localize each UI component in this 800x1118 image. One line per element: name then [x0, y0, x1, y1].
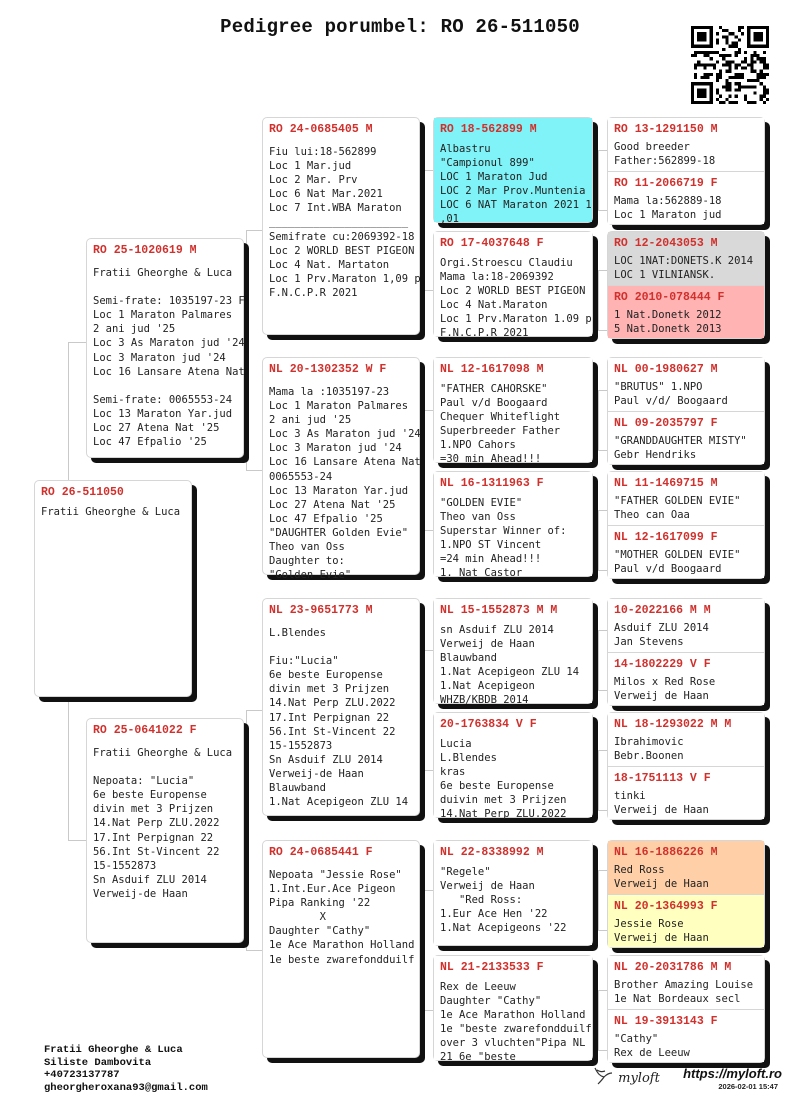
ring-number: 10-2022166 M M [614, 604, 711, 617]
pigeon-notes: Fratii Gheorghe & Luca [41, 506, 181, 518]
ring-number: NL 20-2031786 M M [614, 961, 732, 974]
pigeon-entry[interactable] [608, 1009, 764, 1062]
pigeon-entry[interactable] [608, 525, 764, 578]
pigeon-notes: "FATHER CAHORSKE" Paul v/d Boogaard Chequer Whiteflight Superbreeder Father 1.NPO Cahors =30 min Ahead!!! [440, 383, 561, 466]
pigeon-notes: Rex de Leeuw Daughter "Cathy" 1e Ace Marathon Holland 1e "beste zwarefondduilf over 3 vluchten"Pipa NL 21 6e "beste [440, 981, 592, 1064]
ring-number: NL 22-8338992 M [440, 846, 544, 859]
great-great-grandparent-pair[interactable] [607, 357, 765, 465]
pigeon-entry[interactable] [434, 118, 592, 226]
brand-url-link[interactable]: https://myloft.ro [683, 1066, 782, 1081]
breeder-name: Fratii Gheorghe & Luca [44, 1044, 183, 1056]
pigeon-notes: Orgi.Stroescu Claudiu Mama la:18-2069392 Loc 2 WORLD BEST PIGEON Loc 4 Nat.Maraton Loc 1 Prv.Maraton 1.09 p F.N.C.P.R 2021 [440, 257, 592, 340]
pigeon-notes: 1 Nat.Donetk 2012 5 Nat.Donetk 2013 [614, 309, 722, 336]
pigeon-entry[interactable] [608, 599, 764, 652]
great-grandparent-card[interactable] [433, 598, 593, 707]
great-great-grandparent-pair[interactable] [607, 840, 765, 948]
pigeon-entry[interactable] [608, 894, 764, 947]
pigeon-notes: Milos x Red Rose Verweij de Haan [614, 676, 716, 703]
pigeon-notes: Mama la :1035197-23 Loc 1 Maraton Palmares 2 ani jud '25 Loc 3 As Maraton jud '24 Loc 3 Maraton jud '24 Loc 16 Lansare Atena Nat 0065553-24 Loc 13 Maraton Yar.jud Loc 27 Atena Nat '25 Loc 47 Efpalio '25 "DAUGHTER Golden Evie" Theo van Oss Daughter to: "Golden Evie" [269, 386, 421, 582]
brand-footer [592, 1066, 782, 1096]
pigeon-notes: "FATHER GOLDEN EVIE" Theo can Oaa [614, 495, 741, 522]
pigeon-notes: Brother Amazing Louise 1e Nat Bordeaux secl [614, 979, 754, 1006]
pedigree-connector-line [246, 230, 262, 231]
great-great-grandparent-pair[interactable] [607, 231, 765, 339]
pigeon-notes: Lucia L.Blendes kras 6e beste Europense duivin met 3 Prijzen 14.Nat Perp ZLU.2022 [440, 738, 567, 821]
ring-number: RO 2010-078444 F [614, 291, 725, 304]
ring-number: RO 24-0685405 M [269, 123, 373, 136]
pigeon-entry[interactable] [608, 411, 764, 464]
ring-number: NL 16-1311963 F [440, 477, 544, 490]
pigeon-entry[interactable] [608, 652, 764, 705]
grandparent-card[interactable] [262, 117, 420, 335]
pigeon-notes: Fiu lui:18-562899 Loc 1 Mar.jud Loc 2 Mar. Prv Loc 6 Nat Mar.2021 Loc 7 Int.WBA Maraton ______________________ Semifrate cu:2069392-18 Loc 2 WORLD BEST PIGEON Loc 4 Nat. Martaton Loc 1 Prv.Maraton 1,09 p F.N.C.P.R 2021 [269, 146, 421, 299]
pedigree-connector-line [422, 650, 423, 770]
pigeon-entry[interactable] [87, 719, 243, 942]
pigeon-entry[interactable] [608, 841, 764, 894]
great-grandparent-card[interactable] [433, 840, 593, 946]
ring-number: NL 16-1886226 M [614, 846, 718, 859]
pedigree-connector-line [598, 990, 599, 1050]
great-great-grandparent-pair[interactable] [607, 471, 765, 579]
pigeon-entry[interactable] [608, 358, 764, 411]
ring-number: NL 12-1617098 M [440, 363, 544, 376]
pedigree-connector-line [246, 710, 247, 950]
print-timestamp: 2026-02-01 15:47 [718, 1082, 778, 1091]
breeder-location: Siliste Dambovita [44, 1056, 152, 1069]
ring-number: RO 25-1020619 M [93, 244, 197, 257]
pigeon-entry[interactable] [434, 841, 592, 945]
pigeon-entry[interactable] [434, 358, 592, 466]
pedigree-connector-line [598, 510, 599, 570]
pigeon-notes: "MOTHER GOLDEN EVIE" Paul v/d Boogaard [614, 549, 741, 576]
pigeon-entry[interactable] [608, 956, 764, 1009]
pigeon-entry[interactable] [263, 599, 419, 815]
pigeon-notes: L.Blendes Fiu:"Lucia" 6e beste Europense divin met 3 Prijzen 14.Nat Perp ZLU.2022 17.Int Perpignan 22 56.Int St-Vincent 22 15-1552873 Sn Asduif ZLU 2014 Verweij-de Haan Blauwband 1.Nat Acepigeon ZLU 14 [269, 627, 409, 809]
ring-number: NL 23-9651773 M [269, 604, 373, 617]
pigeon-notes: "BRUTUS" 1.NPO Paul v/d/ Boogaard [614, 381, 728, 408]
ring-number: NL 20-1364993 F [614, 900, 718, 913]
pigeon-entry[interactable] [608, 766, 764, 819]
pigeon-entry[interactable] [608, 285, 764, 338]
pigeon-entry[interactable] [608, 232, 764, 285]
pigeon-notes: Nepoata "Jessie Rose" 1.Int.Eur.Ace Pigeon Pipa Ranking '22 X Daughter "Cathy" 1e Ace Marathon Holland 1e beste zwarefondduilf [269, 869, 415, 966]
great-great-grandparent-pair[interactable] [607, 955, 765, 1063]
great-grandparent-card[interactable] [433, 357, 593, 466]
ring-number: NL 15-1552873 M M [440, 604, 558, 617]
pigeon-notes: Asduif ZLU 2014 Jan Stevens [614, 622, 709, 649]
pigeon-entry[interactable] [434, 472, 592, 580]
brand-logo-text: myloft [618, 1071, 660, 1086]
bird-logo-icon [592, 1066, 660, 1086]
great-grandparent-card[interactable] [433, 117, 593, 226]
ring-number: 18-1751113 V F [614, 772, 711, 785]
ring-number: RO 13-1291150 M [614, 123, 718, 136]
pigeon-notes: Fratii Gheorghe & Luca Nepoata: "Lucia" 6e beste Europense divin met 3 Prijzen 14.Nat Perp ZLU.2022 17.Int Perpignan 22 56.Int St-Vincent 22 15-1552873 Sn Asduif ZLU 2014 Verweij-de Haan [93, 747, 233, 900]
pedigree-connector-line [246, 470, 262, 471]
pigeon-notes: Red Ross Verweij de Haan [614, 864, 709, 891]
pigeon-notes: "Regele" Verweij de Haan "Red Ross: 1.Eur Ace Hen '22 1.Nat Acepigeons '22 [440, 866, 567, 935]
pedigree-connector-line [598, 150, 599, 210]
qr-code-icon[interactable] [690, 26, 770, 104]
ring-number: NL 19-3913143 F [614, 1015, 718, 1028]
pedigree-connector-line [598, 270, 599, 330]
pigeon-notes: Fratii Gheorghe & Luca Semi-frate: 1035197-23 F Loc 1 Maraton Palmares 2 ani jud '25 Loc 3 As Maraton jud '24 Loc 3 Maraton jud '24 Loc 16 Lansare Atena Nat Semi-frate: 0065553-24 Loc 13 Maraton Yar.jud Loc 27 Atena Nat '25 Loc 47 Efpalio '25 [93, 267, 245, 449]
great-great-grandparent-pair[interactable] [607, 598, 765, 706]
great-great-grandparent-pair[interactable] [607, 712, 765, 820]
ring-number: RO 18-562899 M [440, 123, 537, 136]
pigeon-notes: Albastru "Campionul 899" LOC 1 Maraton Jud LOC 2 Mar Prov.Muntenia LOC 6 NAT Maraton 2021 1 ,01 [440, 143, 592, 226]
ring-number: NL 20-1302352 W F [269, 363, 387, 376]
pedigree-connector-line [598, 750, 599, 810]
pedigree-connector-line [246, 950, 262, 951]
page-title: Pedigree porumbel: RO 26-511050 [220, 16, 580, 38]
subject-card[interactable] [34, 480, 192, 697]
pigeon-notes: Ibrahimovic Bebr.Boonen [614, 736, 684, 763]
pedigree-connector-line [422, 170, 423, 290]
pedigree-connector-line [68, 342, 86, 343]
ring-number: NL 21-2133533 F [440, 961, 544, 974]
pigeon-entry[interactable] [263, 118, 419, 334]
pigeon-notes: "Cathy" Rex de Leeuw [614, 1033, 690, 1060]
pigeon-notes: Mama la:562889-18 Loc 1 Maraton jud [614, 195, 722, 222]
ring-number: NL 00-1980627 M [614, 363, 718, 376]
great-grandparent-card[interactable] [433, 471, 593, 580]
ring-number: NL 18-1293022 M M [614, 718, 732, 731]
pigeon-entry[interactable] [434, 232, 592, 340]
pedigree-connector-line [246, 710, 262, 711]
pigeon-notes: "GOLDEN EVIE" Theo van Oss Superstar Winner of: 1.NPO ST Vincent =24 min Ahead!!! 1. Nat Castor [440, 497, 567, 580]
great-grandparent-card[interactable] [433, 955, 593, 1064]
grandparent-card[interactable] [262, 357, 421, 582]
ring-number: RO 12-2043053 M [614, 237, 718, 250]
grandparent-card[interactable] [262, 840, 420, 1058]
ring-number: RO 11-2066719 F [614, 177, 718, 190]
pigeon-entry[interactable] [434, 956, 592, 1064]
great-great-grandparent-pair[interactable] [607, 117, 765, 225]
pigeon-notes: Good breeder Father:562899-18 [614, 141, 716, 168]
ring-number: RO 26-511050 [41, 486, 124, 499]
pedigree-connector-line [598, 630, 599, 690]
pedigree-connector-line [246, 230, 247, 470]
pigeon-entry[interactable] [434, 599, 592, 707]
grandparent-card[interactable] [262, 598, 420, 816]
pedigree-connector-line [68, 700, 69, 840]
pigeon-entry[interactable] [434, 713, 592, 821]
ring-number: NL 11-1469715 M [614, 477, 718, 490]
pedigree-connector-line [68, 342, 69, 480]
pigeon-entry[interactable] [608, 171, 764, 224]
great-grandparent-card[interactable] [433, 712, 593, 821]
ring-number: RO 24-0685441 F [269, 846, 373, 859]
dam-card[interactable] [86, 718, 244, 943]
pedigree-connector-line [422, 890, 423, 1010]
pigeon-notes: Jessie Rose Verweij de Haan [614, 918, 709, 945]
pigeon-notes: LOC 1NAT:DONETS.K 2014 LOC 1 VILNIANSK. [614, 255, 754, 282]
pigeon-notes: tinki Verweij de Haan [614, 790, 709, 817]
breeder-contact [44, 1044, 208, 1094]
breeder-email: gheorgheroxana93@gmail.com [44, 1081, 208, 1094]
ring-number: 20-1763834 V F [440, 718, 537, 731]
ring-number: NL 12-1617099 F [614, 531, 718, 544]
pigeon-entry[interactable] [608, 713, 764, 766]
pigeon-entry[interactable] [35, 481, 191, 696]
pigeon-notes: "GRANDDAUGHTER MISTY" Gebr Hendriks [614, 435, 747, 462]
ring-number: RO 25-0641022 F [93, 724, 197, 737]
pigeon-entry[interactable] [263, 841, 419, 1057]
pedigree-connector-line [422, 410, 423, 530]
pigeon-entry[interactable] [608, 118, 764, 171]
pedigree-connector-line [598, 390, 599, 450]
pedigree-connector-line [68, 840, 86, 841]
ring-number: NL 09-2035797 F [614, 417, 718, 430]
pigeon-entry[interactable] [263, 358, 421, 582]
ring-number: RO 17-4037648 F [440, 237, 544, 250]
pigeon-entry[interactable] [87, 239, 243, 457]
breeder-phone: +40723137787 [44, 1069, 120, 1081]
pedigree-connector-line [598, 870, 599, 930]
great-grandparent-card[interactable] [433, 231, 593, 340]
pigeon-entry[interactable] [608, 472, 764, 525]
sire-card[interactable] [86, 238, 244, 458]
pigeon-notes: sn Asduif ZLU 2014 Verweij de Haan Blauwband 1.Nat Acepigeon ZLU 14 1.Nat Acepigeon WHZB/KBDB 2014 [440, 624, 580, 707]
ring-number: 14-1802229 V F [614, 658, 711, 671]
